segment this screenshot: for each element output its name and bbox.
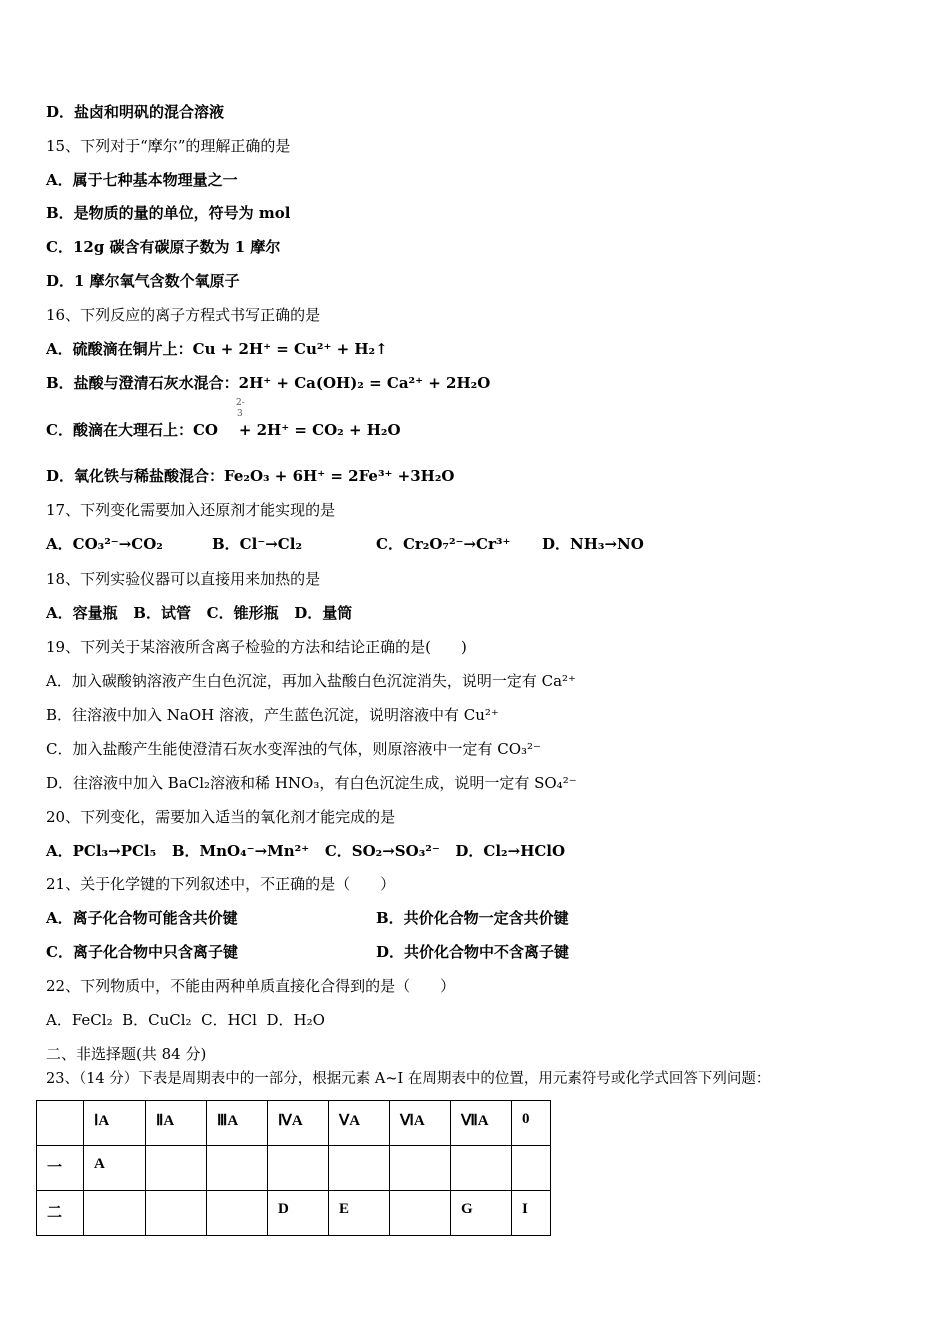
q15-option-d: D．1 摩尔氧气含数个氧原子 [46, 272, 240, 290]
q21-option-a: A．离子化合物可能含共价键 [46, 909, 238, 927]
table-cell: ⅤA [329, 1101, 390, 1146]
table-cell [207, 1191, 268, 1236]
table-cell: E [329, 1191, 390, 1236]
q15-option-a: A．属于七种基本物理量之一 [46, 171, 238, 189]
periodic-table-fragment [36, 1100, 551, 1236]
table-cell [329, 1146, 390, 1191]
table-cell [84, 1191, 146, 1236]
table-cell: 0 [512, 1101, 551, 1146]
q19-option-d: D．往溶液中加入 BaCl₂溶液和稀 HNO₃，有白色沉淀生成，说明一定有 SO₄²⁻ [46, 774, 577, 792]
q15-stem: 15、下列对于“摩尔”的理解正确的是 [46, 137, 291, 155]
q16-option-c: C．酸滴在大理石上：CO + 2H⁺ = CO₂ + H₂O [46, 421, 401, 439]
q16-option-b: B．盐酸与澄清石灰水混合：2H⁺ + Ca(OH)₂ = Ca²⁺ + 2H₂O [46, 374, 491, 392]
q17-option-d: D．NH₃→NO [542, 535, 644, 553]
q17-option-b: B．Cl⁻→Cl₂ [212, 535, 303, 553]
table-cell [390, 1191, 451, 1236]
table-cell [146, 1191, 207, 1236]
table-cell: A [84, 1146, 146, 1191]
q23-stem: 23、（14 分）下表是周期表中的一部分，根据元素 A~I 在周期表中的位置，用元素符号或化学式回答下列问题： [46, 1071, 771, 1087]
q14-option-d: D．盐卤和明矾的混合溶液 [46, 103, 225, 121]
q21-stem: 21、关于化学键的下列叙述中，不正确的是（ ） [46, 875, 396, 893]
q16c-superscript: 2- [236, 398, 245, 408]
table-cell [512, 1146, 551, 1191]
q22-options: A．FeCl₂ B．CuCl₂ C．HCl D．H₂O [46, 1011, 325, 1029]
q18-options: A．容量瓶 B．试管 C．锥形瓶 D．量筒 [46, 604, 353, 622]
table-cell: ⅥA [390, 1101, 451, 1146]
table-cell: I [512, 1191, 551, 1236]
q16c-subscript: 3 [237, 409, 243, 419]
table-cell: ⅡA [146, 1101, 207, 1146]
table-cell: 二 [37, 1191, 84, 1236]
table-header-row [37, 1101, 551, 1146]
table-cell: ⅠA [84, 1101, 146, 1146]
q18-stem: 18、下列实验仪器可以直接用来加热的是 [46, 570, 321, 588]
table-cell: ⅣA [268, 1101, 329, 1146]
table-cell [268, 1146, 329, 1191]
q16-option-d: D．氧化铁与稀盐酸混合：Fe₂O₃ + 6H⁺ = 2Fe³⁺ +3H₂O [46, 467, 455, 485]
q22-stem: 22、下列物质中，不能由两种单质直接化合得到的是（ ） [46, 977, 456, 995]
table-cell: ⅦA [451, 1101, 512, 1146]
q20-stem: 20、下列变化，需要加入适当的氧化剂才能完成的是 [46, 808, 396, 826]
table-cell [207, 1146, 268, 1191]
section-heading: 二、非选择题(共 84 分) [46, 1045, 207, 1063]
q19-option-a: A．加入碳酸钠溶液产生白色沉淀，再加入盐酸白色沉淀消失，说明一定有 Ca²⁺ [46, 672, 576, 690]
q16-option-a: A．硫酸滴在铜片上：Cu + 2H⁺ = Cu²⁺ + H₂↑ [46, 340, 388, 358]
q15-option-b: B．是物质的量的单位，符号为 mol [46, 204, 291, 222]
table-cell: D [268, 1191, 329, 1236]
table-cell [37, 1101, 84, 1146]
q16-stem: 16、下列反应的离子方程式书写正确的是 [46, 306, 321, 324]
q17-option-c: C．Cr₂O₇²⁻→Cr³⁺ [376, 535, 511, 553]
table-cell [390, 1146, 451, 1191]
table-cell: ⅢA [207, 1101, 268, 1146]
table-cell [451, 1146, 512, 1191]
table-cell: 一 [37, 1146, 84, 1191]
q19-stem: 19、下列关于某溶液所含离子检验的方法和结论正确的是( ) [46, 638, 467, 656]
q21-option-d: D．共价化合物中不含离子键 [376, 943, 570, 961]
q19-option-b: B．往溶液中加入 NaOH 溶液，产生蓝色沉淀，说明溶液中有 Cu²⁺ [46, 706, 499, 724]
q20-options: A．PCl₃→PCl₅ B．MnO₄⁻→Mn²⁺ C．SO₂→SO₃²⁻ D．Cl₂→HClO [46, 842, 566, 860]
table-row [37, 1146, 551, 1191]
q21-option-b: B．共价化合物一定含共价键 [376, 909, 569, 927]
q17-option-a: A．CO₃²⁻→CO₂ [46, 535, 163, 553]
q17-stem: 17、下列变化需要加入还原剂才能实现的是 [46, 501, 336, 519]
table-cell [146, 1146, 207, 1191]
q19-option-c: C．加入盐酸产生能使澄清石灰水变浑浊的气体，则原溶液中一定有 CO₃²⁻ [46, 740, 541, 758]
q15-option-c: C．12g 碳含有碳原子数为 1 摩尔 [46, 238, 281, 256]
table-cell: G [451, 1191, 512, 1236]
q21-option-c: C．离子化合物中只含离子键 [46, 943, 238, 961]
table-row [37, 1191, 551, 1236]
